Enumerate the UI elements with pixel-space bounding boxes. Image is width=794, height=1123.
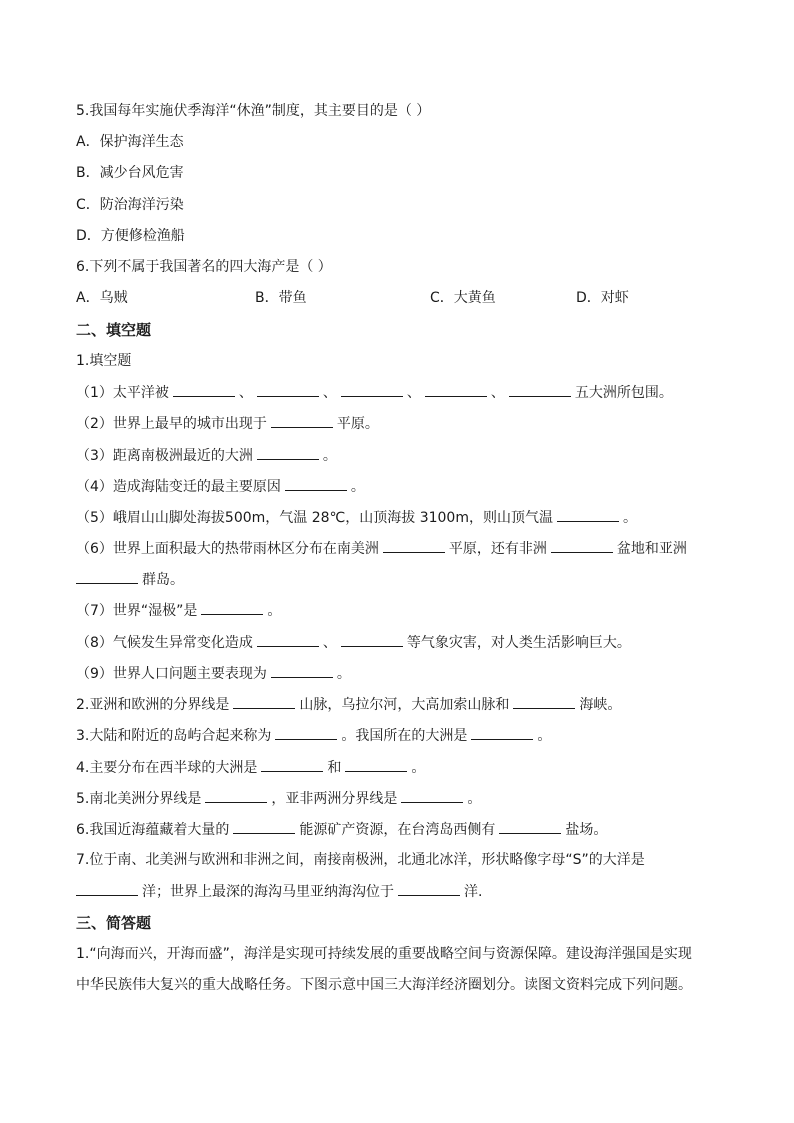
fill-q3-mid: 。我国所在的大洲是 — [341, 728, 468, 744]
fill-sub-4 — [76, 476, 365, 497]
fill-q6-mid: 能源矿产资源，在台湾岛西侧有 — [299, 822, 496, 838]
short-answer-q1-line2: 中华民族伟大复兴的重大战略任务。下图示意中国三大海洋经济圈划分。读图文资料完成下列问题。 — [76, 977, 692, 993]
fill-question-1-title: 1.填空题 — [76, 353, 132, 369]
fill-question-6 — [76, 819, 607, 840]
fill-question-7-line1: 7.位于南、北美洲与欧洲和非洲之间，南接南极洲，北通北冰洋，形状略像字母“S”的大洋是 — [76, 852, 645, 868]
answer-blank[interactable] — [425, 382, 487, 397]
answer-blank[interactable] — [509, 382, 571, 397]
answer-blank[interactable] — [341, 382, 403, 397]
fill-q2-post: 海峡。 — [579, 697, 622, 713]
question-6-option-a: A．乌贼 — [76, 290, 128, 306]
fill-sub-4-pre: （4）造成海陆变迁的最主要原因 — [76, 479, 281, 495]
fill-sub-8-post: 等气象灾害，对人类生活影响巨大。 — [406, 635, 631, 651]
answer-blank[interactable] — [257, 445, 319, 460]
fill-sub-5-post: 。 — [622, 510, 637, 526]
fill-q3-pre: 3.大陆和附近的岛屿合起来称为 — [76, 728, 272, 744]
answer-blank[interactable] — [173, 382, 235, 397]
fill-sub-9-post: 。 — [336, 666, 351, 682]
fill-q5-pre: 5.南北美洲分界线是 — [76, 791, 202, 807]
fill-q4-mid: 和 — [327, 760, 342, 776]
answer-blank[interactable] — [383, 538, 445, 553]
question-5-option-a: A．保护海洋生态 — [76, 134, 184, 150]
fill-sub-5 — [76, 507, 637, 528]
answer-blank[interactable] — [201, 600, 263, 615]
fill-sub-6-mid2: 盆地和亚洲 — [616, 541, 687, 557]
fill-sub-6 — [76, 538, 687, 559]
answer-blank[interactable] — [257, 632, 319, 647]
fill-sub-6-pre: （6）世界上面积最大的热带雨林区分布在南美洲 — [76, 541, 379, 557]
fill-question-2 — [76, 694, 621, 715]
fill-q2-mid: 山脉，乌拉尔河，大高加索山脉和 — [299, 697, 510, 713]
separator: 、 — [322, 385, 337, 401]
fill-sub-8-pre: （8）气候发生异常变化造成 — [76, 635, 253, 651]
answer-blank[interactable] — [345, 757, 407, 772]
answer-blank[interactable] — [471, 725, 533, 740]
fill-q7-mid: 洋；世界上最深的海沟马里亚纳海沟位于 — [142, 884, 394, 900]
answer-blank[interactable] — [271, 413, 333, 428]
answer-blank[interactable] — [551, 538, 613, 553]
answer-blank[interactable] — [261, 757, 323, 772]
fill-sub-1-pre: （1）太平洋被 — [76, 385, 169, 401]
answer-blank[interactable] — [341, 632, 403, 647]
answer-blank[interactable] — [76, 881, 138, 896]
fill-q4-post: 。 — [411, 760, 426, 776]
separator: 、 — [322, 635, 337, 651]
question-5-option-d: D．方便修检渔船 — [76, 228, 185, 244]
fill-sub-7-post: 。 — [267, 603, 282, 619]
fill-question-5 — [76, 788, 481, 809]
fill-question-3 — [76, 725, 551, 746]
answer-blank[interactable] — [499, 819, 561, 834]
fill-q5-post: 。 — [467, 791, 482, 807]
fill-q6-pre: 6.我国近海蕴藏着大量的 — [76, 822, 230, 838]
answer-blank[interactable] — [275, 725, 337, 740]
fill-sub-1 — [76, 382, 673, 403]
fill-q4-pre: 4.主要分布在西半球的大洲是 — [76, 760, 258, 776]
section-2-heading: 二、填空题 — [76, 321, 152, 339]
fill-q6-post: 盐场。 — [565, 822, 608, 838]
question-6-option-d: D．对虾 — [576, 290, 629, 306]
question-6-stem: 6.下列不属于我国著名的四大海产是（ ） — [76, 259, 332, 275]
fill-question-7-line2 — [76, 881, 482, 902]
question-5-option-b: B．减少台风危害 — [76, 165, 184, 181]
fill-sub-3 — [76, 445, 337, 466]
answer-blank[interactable] — [233, 819, 295, 834]
short-answer-q1-line1: 1.“向海而兴，开海而盛”，海洋是实现可持续发展的重要战略空间与资源保障。建设海洋强国是实现 — [76, 946, 692, 962]
fill-sub-6-post: 群岛。 — [142, 572, 184, 588]
separator: 、 — [490, 385, 505, 401]
fill-sub-3-post: 。 — [322, 448, 337, 464]
answer-blank[interactable] — [76, 569, 138, 584]
separator: 、 — [238, 385, 253, 401]
fill-sub-9 — [76, 663, 351, 684]
fill-sub-1-post: 五大洲所包围。 — [574, 385, 673, 401]
fill-sub-9-pre: （9）世界人口问题主要表现为 — [76, 666, 267, 682]
answer-blank[interactable] — [398, 881, 460, 896]
answer-blank[interactable] — [257, 382, 319, 397]
fill-question-4 — [76, 757, 425, 778]
question-5-option-c: C．防治海洋污染 — [76, 197, 184, 213]
fill-sub-7-pre: （7）世界“湿极”是 — [76, 603, 198, 619]
fill-sub-2-pre: （2）世界上最早的城市出现于 — [76, 416, 267, 432]
answer-blank[interactable] — [271, 663, 333, 678]
answer-blank[interactable] — [557, 507, 619, 522]
fill-sub-4-post: 。 — [350, 479, 365, 495]
fill-sub-3-pre: （3）距离南极洲最近的大洲 — [76, 448, 253, 464]
answer-blank[interactable] — [233, 694, 295, 709]
answer-blank[interactable] — [285, 476, 347, 491]
fill-q7-post: 洋. — [464, 884, 483, 900]
answer-blank[interactable] — [513, 694, 575, 709]
answer-blank[interactable] — [401, 788, 463, 803]
fill-q2-pre: 2.亚洲和欧洲的分界线是 — [76, 697, 230, 713]
fill-q5-mid: ，亚非两洲分界线是 — [271, 791, 398, 807]
separator: 、 — [406, 385, 421, 401]
question-5-stem: 5.我国每年实施伏季海洋“休渔”制度，其主要目的是（ ） — [76, 103, 431, 119]
question-6-option-c: C．大黄鱼 — [430, 290, 496, 306]
fill-sub-6-mid1: 平原，还有非洲 — [448, 541, 547, 557]
fill-sub-8 — [76, 632, 631, 653]
fill-sub-2 — [76, 413, 379, 434]
fill-q3-post: 。 — [537, 728, 552, 744]
fill-sub-5-pre: （5）峨眉山山脚处海拔500m，气温 28℃，山顶海拔 3100m，则山顶气温 — [76, 510, 553, 526]
fill-sub-2-post: 平原。 — [336, 416, 379, 432]
section-3-heading: 三、简答题 — [76, 914, 152, 932]
fill-sub-6-continued — [76, 569, 184, 590]
question-6-option-b: B．带鱼 — [255, 290, 307, 306]
fill-sub-7 — [76, 600, 281, 621]
answer-blank[interactable] — [205, 788, 267, 803]
